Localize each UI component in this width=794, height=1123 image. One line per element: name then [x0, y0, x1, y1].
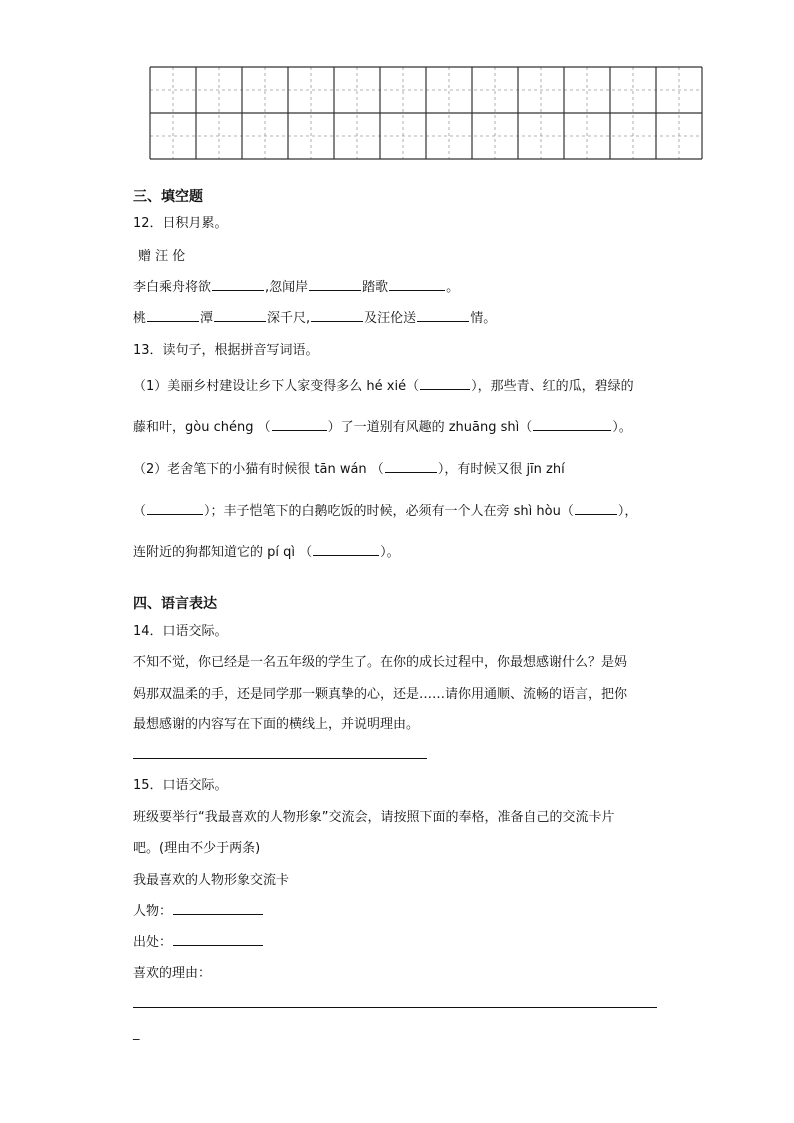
q13-text: （2）老舍笔下的小猫有时候很 tān wán （ — [133, 462, 384, 477]
source-row — [133, 931, 264, 950]
q13-text: （1）美丽乡村建设让乡下人家变得多么 hé xié（ — [133, 379, 420, 394]
q14-text-3: 最想感谢的内容写在下面的横线上，并说明理由。 — [133, 717, 420, 732]
q13-p1-line2 — [133, 416, 632, 435]
q13-p2-line1 — [133, 458, 565, 477]
q14-text-1: 不知不觉，你已经是一名五年级的学生了。在你的成长过程中，你最想感谢什么？是妈 — [133, 655, 628, 670]
person-row — [133, 900, 264, 919]
answer-blank[interactable] — [389, 276, 445, 291]
poem-text: 踏歌 — [362, 280, 389, 295]
answer-blank[interactable] — [313, 541, 379, 556]
poem-text: 及汪伦送 — [364, 311, 417, 326]
poem-text: 。 — [446, 280, 460, 295]
answer-blank[interactable] — [417, 307, 469, 322]
poem-text: 情。 — [470, 311, 497, 326]
section-title-expression: 四、语言表达 — [133, 596, 217, 612]
answer-blank[interactable] — [212, 276, 264, 291]
answer-blank[interactable] — [575, 500, 617, 515]
answer-blank[interactable] — [272, 416, 327, 431]
poem-text: 深千尺, — [267, 311, 311, 326]
card-title: 我最喜欢的人物形象交流卡 — [133, 873, 290, 888]
answer-blank[interactable] — [147, 500, 203, 515]
answer-blank[interactable] — [214, 307, 266, 322]
answer-blank[interactable] — [420, 375, 470, 390]
reason-label: 喜欢的理由： — [133, 966, 212, 981]
q13-p2-line3 — [133, 541, 400, 560]
q13-text: ）；丰子恺笔下的白鹅吃饭的时候，必须有一个人在旁 shì hòu（ — [204, 504, 574, 519]
poem-title: 赠 汪 伦 — [138, 249, 186, 264]
q13-text: 藤和叶，gòu chéng （ — [133, 420, 271, 435]
writing-grid-svg — [149, 66, 705, 160]
reason-answer-line[interactable] — [133, 1007, 657, 1008]
source-label: 出处： — [133, 935, 173, 950]
section-title-fill-in: 三、填空题 — [133, 189, 203, 205]
q13-text: （ — [133, 504, 147, 519]
q15-text-1: 班级要举行“我最喜欢的人物形象”交流会，请按照下面的奉格，准备自己的交流卡片 — [133, 810, 615, 825]
q13-p2-line2 — [133, 500, 637, 519]
poem-text: 李白乘舟将欲 — [133, 280, 212, 295]
person-blank[interactable] — [173, 900, 263, 915]
answer-blank[interactable] — [385, 458, 437, 473]
answer-blank[interactable] — [311, 307, 363, 322]
q13-text: 连附近的狗都知道它的 pí qì （ — [133, 545, 313, 560]
person-label: 人物： — [133, 904, 173, 919]
answer-blank[interactable] — [533, 416, 611, 431]
q13-text: ）， — [617, 504, 638, 519]
q14-prompt: 14．口语交际。 — [133, 624, 228, 639]
q15-text-2: 吧。(理由不少于两条) — [133, 841, 261, 856]
q14-text-2: 妈那双温柔的手，还是同学那一颗真挚的心，还是……请你用通顺、流畅的语言，把你 — [133, 687, 628, 702]
q13-text: ）。 — [612, 420, 632, 435]
q13-text: ），那些青、红的瓜，碧绿的 — [471, 379, 634, 394]
poem-line-1 — [133, 276, 459, 295]
poem-line-2 — [133, 307, 496, 326]
poem-text: ,忽闻岸 — [265, 280, 309, 295]
source-blank[interactable] — [173, 931, 263, 946]
poem-text: 潭 — [200, 311, 214, 326]
answer-blank[interactable] — [147, 307, 199, 322]
q13-text: ）了一道别有风趣的 zhuāng shì（ — [327, 420, 533, 435]
q13-text: ），有时候又很 jīn zhí — [437, 462, 565, 477]
writing-grid[interactable] — [149, 66, 705, 164]
trailing-mark: _ — [133, 1026, 140, 1041]
answer-blank[interactable] — [309, 276, 361, 291]
q15-prompt: 15．口语交际。 — [133, 778, 228, 793]
q13-p1-line1 — [133, 375, 634, 394]
q12-prompt: 12．日积月累。 — [133, 216, 228, 231]
q13-text: ）。 — [380, 545, 400, 560]
q14-answer-line[interactable] — [133, 758, 427, 759]
poem-text: 桃 — [133, 311, 147, 326]
q13-prompt: 13．读句子，根据拼音写词语。 — [133, 343, 319, 358]
